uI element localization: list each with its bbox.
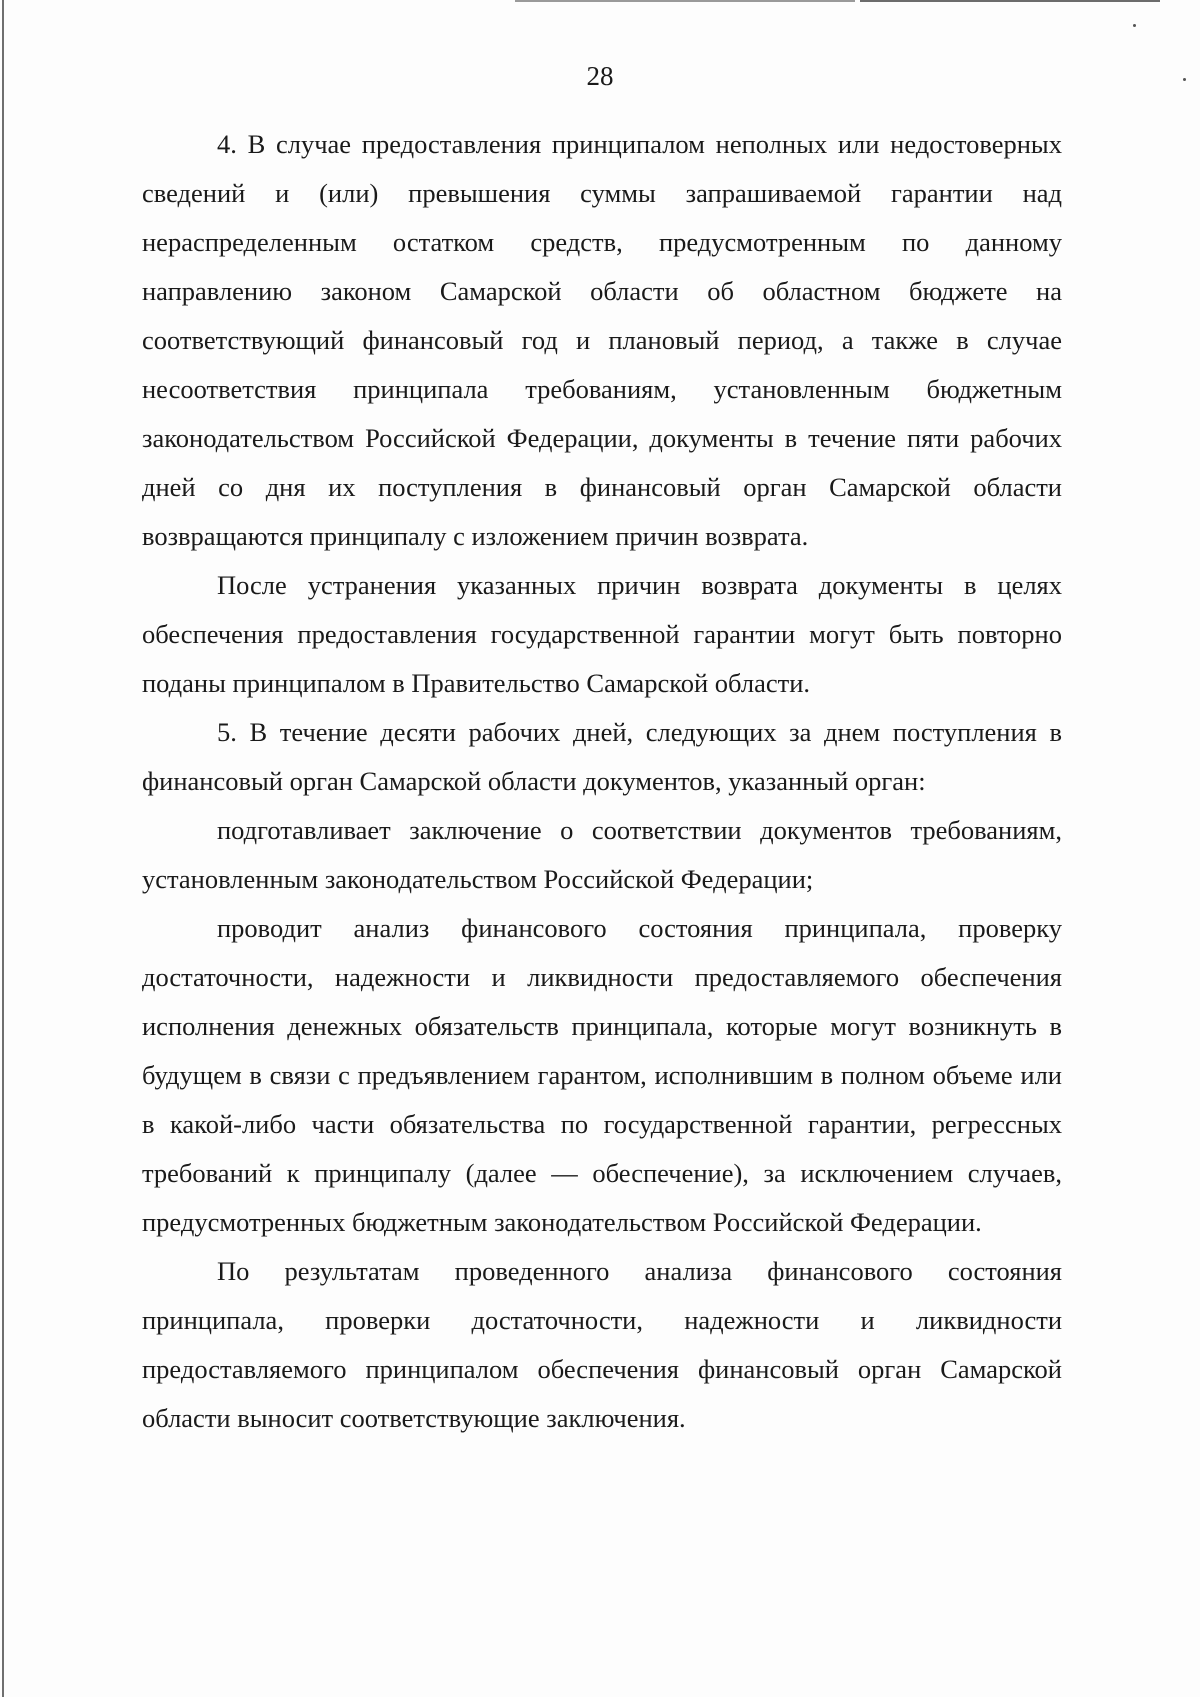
paragraph-5: проводит анализ финансового состояния принципала, проверку достаточности, надежности и ликвидности предоставляемого обеспечения исполнения денежных обязательств принципала, которые могут возникнуть в будущем в связи с предъявлением гарантом, исполнившим в полном объеме или в какой-либо части обязательства по государственной гарантии, регрессных требований к принципалу (далее — обеспечение), за исключением случаев, предусмотренных бюджетным законодательством Российской Федерации. bbox=[142, 913, 1062, 1237]
document-body bbox=[142, 120, 1062, 1443]
page-number: 28 bbox=[586, 61, 614, 91]
paragraph-2: После устранения указанных причин возврата документы в целях обеспечения предоставления государственной гарантии могут быть повторно поданы принципалом в Правительство Самарской области. bbox=[142, 570, 1062, 698]
paragraph-4: подготавливает заключение о соответствии документов требованиям, установленным законодательством Российской Федерации; bbox=[142, 815, 1062, 894]
scan-edge-top-right bbox=[860, 0, 1160, 2]
paragraph-3: 5. В течение десяти рабочих дней, следующих за днем поступления в финансовый орган Самарской области документов, указанный орган: bbox=[142, 717, 1062, 796]
scan-speck bbox=[1133, 24, 1136, 27]
paragraph-6: По результатам проведенного анализа финансового состояния принципала, проверки достаточности, надежности и ликвидности предоставляемого принципалом обеспечения финансовый орган Самарской области выносит соответствующие заключения. bbox=[142, 1256, 1062, 1433]
scan-edge-top bbox=[515, 0, 855, 2]
scan-edge-left bbox=[2, 0, 4, 1697]
paragraph-1: 4. В случае предоставления принципалом неполных или недостоверных сведений и (или) превышения суммы запрашиваемой гарантии над нераспределенным остатком средств, предусмотренным по данному направлению законом Самарской области об областном бюджете на соответствующий финансовый год и плановый период, а также в случае несоответствия принципала требованиям, установленным бюджетным законодательством Российской Федерации, документы в течение пяти рабочих дней со дня их поступления в финансовый орган Самарской области возвращаются принципалу с изложением причин возврата. bbox=[142, 129, 1062, 551]
